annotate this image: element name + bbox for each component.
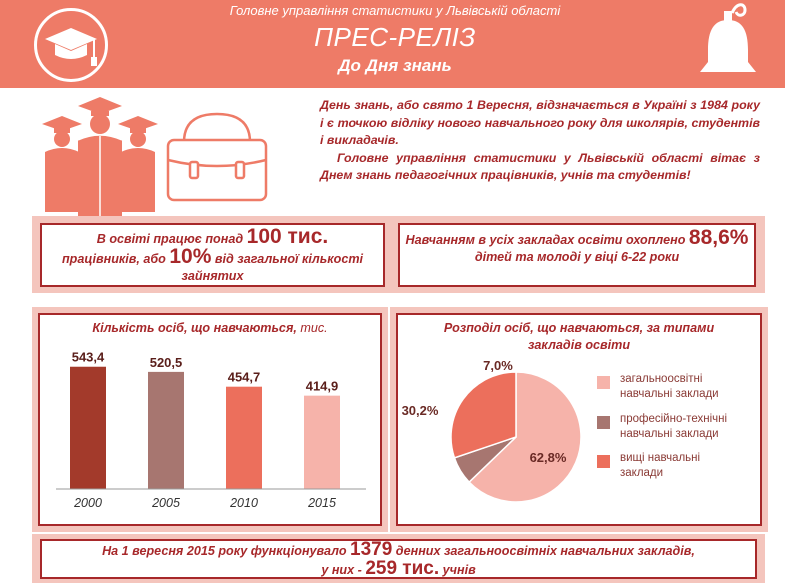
x-tick-label: 2005: [152, 496, 180, 510]
bar-value-label: 543,4: [71, 349, 105, 365]
legend-item-general: загальноосвітні навчальні заклади: [597, 372, 719, 402]
legend-item-higher: вищі навчальні заклади: [597, 451, 700, 481]
fact-percent: 10%: [169, 245, 212, 268]
bar: [148, 372, 184, 489]
organization-name: Головне управління статистики у Львівській області: [229, 3, 561, 18]
bar-value-label: 520,5: [149, 354, 183, 370]
greeting-paragraph: Головне управління статистики у Львівській області вітає з Днем знань педагогічних працівників, учнів та студентів!: [320, 150, 760, 182]
pie-label: 30,2%: [401, 403, 439, 418]
footer-text: денних загальноосвітніх навчальних закладів,: [395, 544, 695, 558]
pie-chart-title: Розподіл осіб, що навчаються, за типами закладів освіти: [443, 321, 715, 352]
page-subtitle: До Дня знань: [338, 56, 452, 75]
pie-label: 7,0%: [483, 360, 513, 373]
bar-chart-panel: [38, 313, 382, 526]
legend-item-vocational: професійно-технічні навчальні заклади: [597, 412, 727, 442]
bar: [304, 396, 340, 489]
legend-swatch: [597, 455, 610, 468]
bar-chart: [40, 337, 380, 522]
footer-text: учнів: [442, 563, 476, 577]
school-count: 1379: [350, 539, 393, 560]
fact-text: від загальної кількості зайнятих: [181, 252, 364, 283]
bar-value-label: 414,9: [305, 378, 339, 394]
school-bell-icon: [693, 2, 763, 82]
school-bag-icon: [162, 110, 272, 205]
intro-paragraph: День знань, або свято 1 Вересня, відзначається в Україні з 1984 року і є точкою відліку нового навчального року для школярів, студентів і викладачів.: [320, 98, 760, 147]
fact-value: 88,6%: [688, 226, 749, 249]
bar-value-label: 454,7: [227, 369, 261, 385]
header-banner: [0, 0, 785, 88]
footer-text: На 1 вересня 2015 року функціонувало: [102, 544, 347, 558]
fact-text: працівників, або: [61, 252, 166, 266]
bar: [226, 387, 262, 489]
x-tick-label: 2010: [230, 496, 258, 510]
schools-fact-box: [40, 539, 757, 579]
bar-chart-unit: тис.: [300, 321, 328, 335]
x-tick-label: 2000: [74, 496, 102, 510]
fact-text: В освіті працює понад: [96, 232, 244, 246]
pie-chart: [398, 360, 598, 510]
legend-swatch: [597, 416, 610, 429]
page-title: ПРЕС-РЕЛІЗ: [314, 22, 476, 52]
graduates-illustration-icon: [40, 94, 160, 218]
fact-text: дітей та молоді у віці 6-22 роки: [474, 250, 680, 264]
legend-swatch: [597, 376, 610, 389]
coverage-fact-box: [398, 223, 756, 287]
x-tick-label: 2015: [308, 496, 336, 510]
footer-text: у них -: [321, 563, 362, 577]
pie-label: 62,8%: [529, 450, 567, 465]
graduation-cap-icon: [34, 8, 108, 82]
employment-fact-box: [40, 223, 385, 287]
student-count: 259 тис.: [365, 558, 440, 579]
bar: [70, 367, 106, 489]
intro-text: [320, 97, 760, 185]
fact-value: 100 тис.: [246, 225, 329, 248]
fact-text: Навчанням в усіх закладах освіти охоплено: [405, 233, 686, 247]
bar-chart-title: Кількість осіб, що навчаються, тис.: [92, 321, 328, 335]
